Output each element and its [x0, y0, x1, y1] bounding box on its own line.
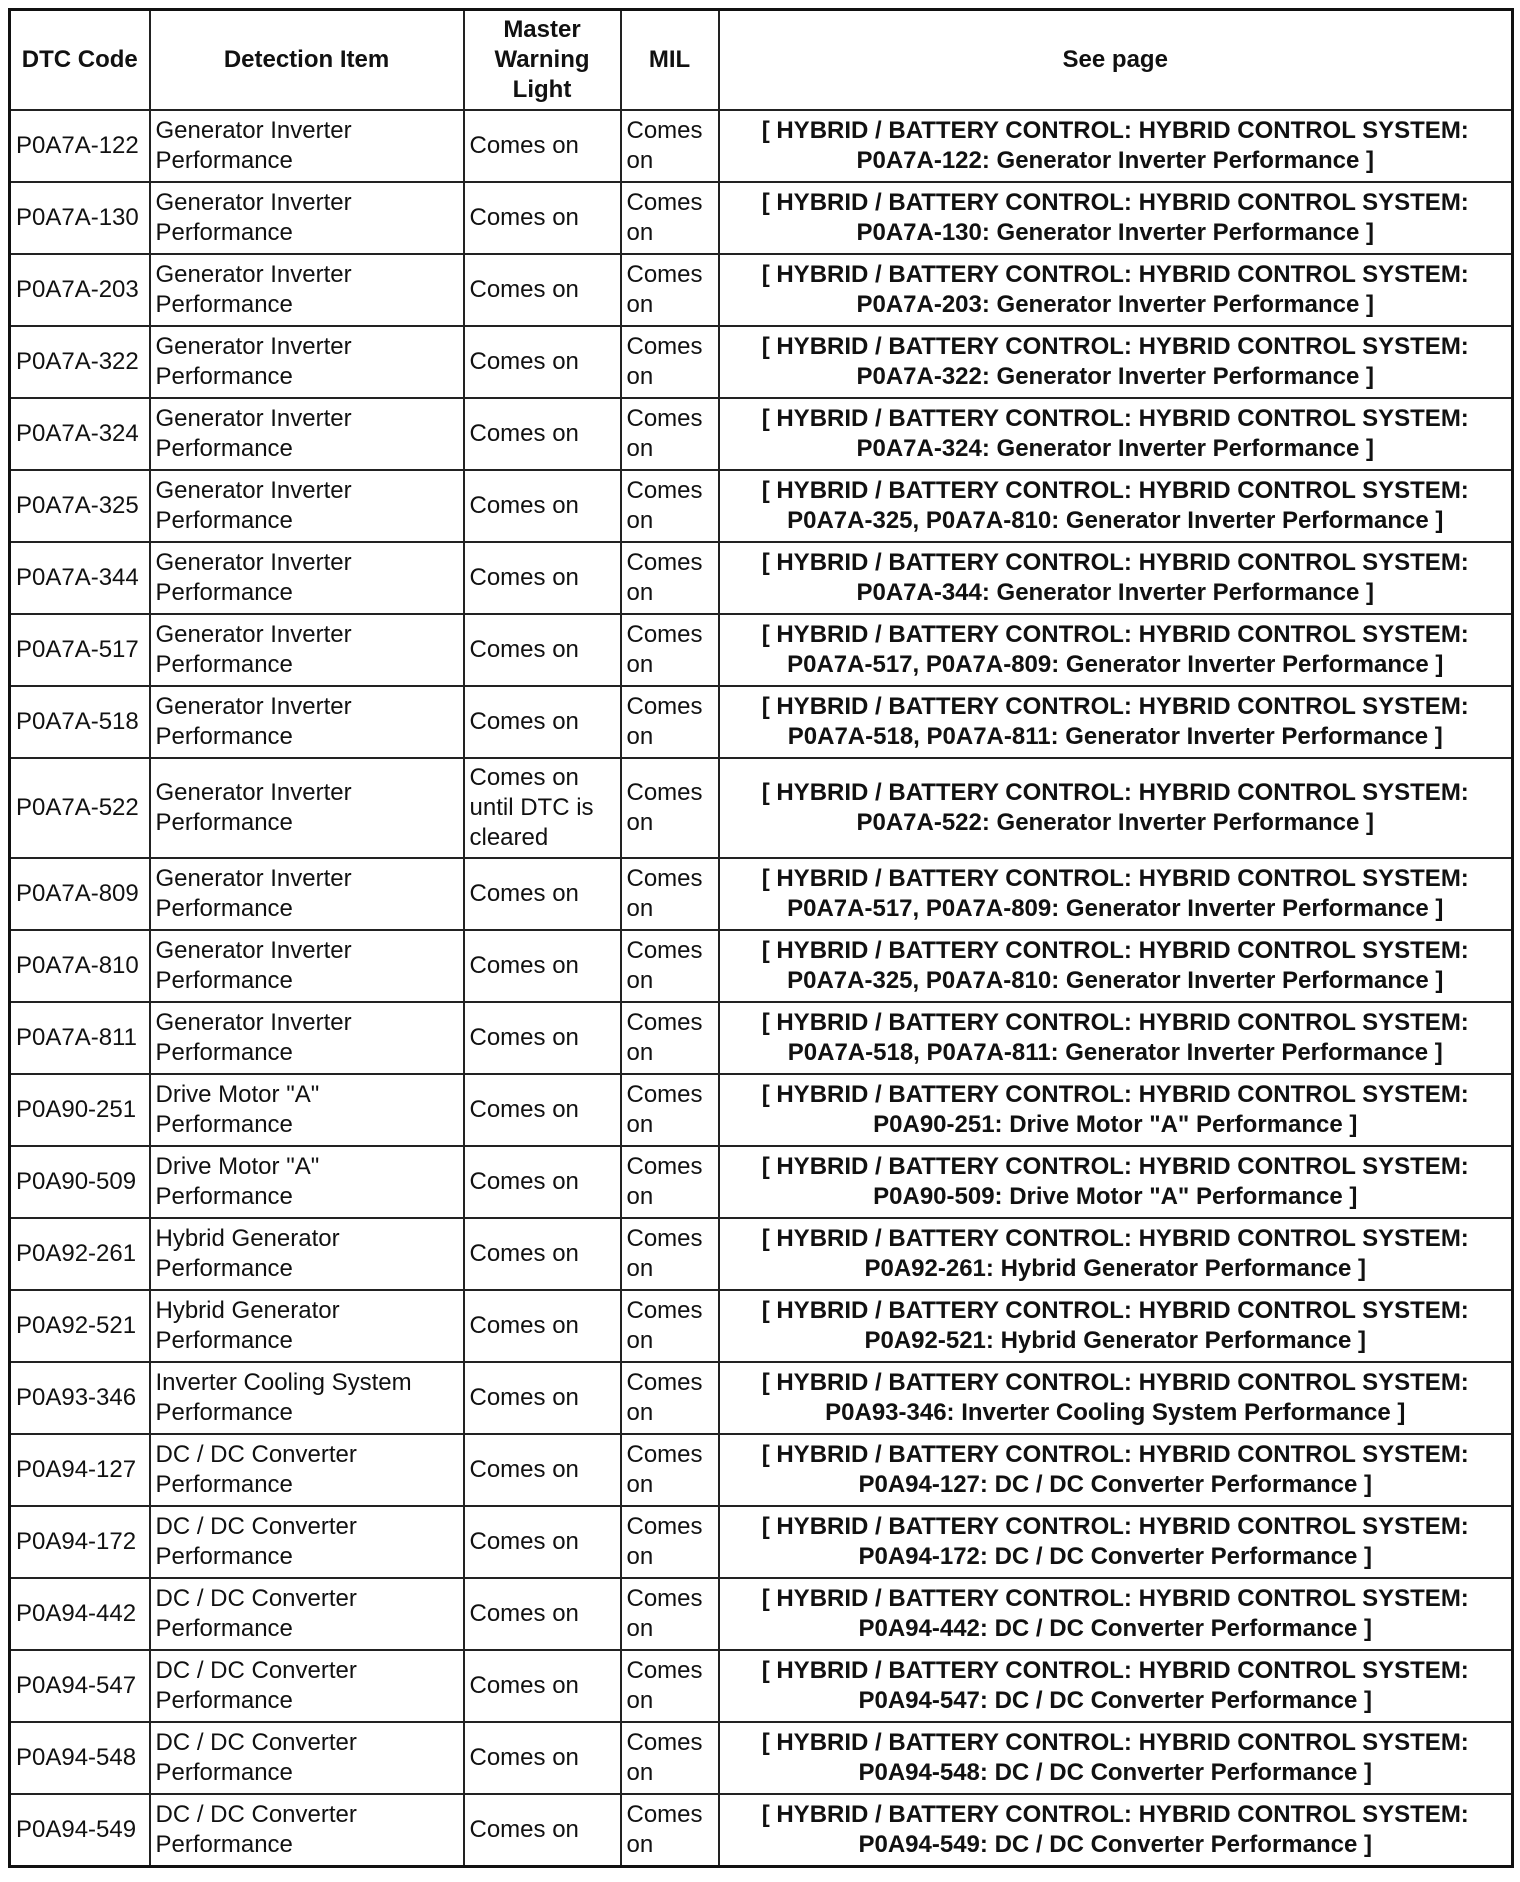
- table-row: [10, 1146, 1513, 1218]
- dtc-code-cell: P0A92-261: [10, 1218, 150, 1290]
- detection-item-cell: Inverter Cooling System Performance: [150, 1362, 464, 1434]
- detection-item-cell: Generator Inverter Performance: [150, 398, 464, 470]
- dtc-code-cell: P0A93-346: [10, 1362, 150, 1434]
- master-warning-light-cell: Comes on: [464, 858, 621, 930]
- detection-item-cell: DC / DC Converter Performance: [150, 1794, 464, 1866]
- detection-item-cell: Generator Inverter Performance: [150, 614, 464, 686]
- table-row: [10, 1794, 1513, 1866]
- master-warning-light-cell: Comes on: [464, 1722, 621, 1794]
- dtc-code-cell: P0A7A-324: [10, 398, 150, 470]
- header-mil: MIL: [621, 10, 719, 111]
- table-row: [10, 470, 1513, 542]
- master-warning-light-cell: Comes on: [464, 1074, 621, 1146]
- master-warning-light-cell: Comes on: [464, 614, 621, 686]
- mil-cell: Comes on: [621, 1002, 719, 1074]
- dtc-code-cell: P0A90-509: [10, 1146, 150, 1218]
- dtc-code-cell: P0A7A-517: [10, 614, 150, 686]
- detection-item-cell: DC / DC Converter Performance: [150, 1434, 464, 1506]
- dtc-code-cell: P0A7A-810: [10, 930, 150, 1002]
- table-row: [10, 1578, 1513, 1650]
- mil-cell: Comes on: [621, 542, 719, 614]
- table-row: [10, 1506, 1513, 1578]
- master-warning-light-cell: Comes on: [464, 1290, 621, 1362]
- detection-item-cell: Hybrid Generator Performance: [150, 1218, 464, 1290]
- dtc-code-cell: P0A7A-518: [10, 686, 150, 758]
- detection-item-cell: Generator Inverter Performance: [150, 542, 464, 614]
- mil-cell: Comes on: [621, 614, 719, 686]
- dtc-code-cell: P0A7A-325: [10, 470, 150, 542]
- see-page-cell: [ HYBRID / BATTERY CONTROL: HYBRID CONTROL SYSTEM: P0A94-172: DC / DC Converter Performance ]: [719, 1506, 1513, 1578]
- see-page-cell: [ HYBRID / BATTERY CONTROL: HYBRID CONTROL SYSTEM: P0A7A-325, P0A7A-810: Generator Inverter Performance ]: [719, 470, 1513, 542]
- table-row: [10, 1218, 1513, 1290]
- dtc-code-cell: P0A94-172: [10, 1506, 150, 1578]
- see-page-cell: [ HYBRID / BATTERY CONTROL: HYBRID CONTROL SYSTEM: P0A94-547: DC / DC Converter Performance ]: [719, 1650, 1513, 1722]
- dtc-code-cell: P0A7A-122: [10, 110, 150, 182]
- mil-cell: Comes on: [621, 1506, 719, 1578]
- detection-item-cell: Generator Inverter Performance: [150, 758, 464, 858]
- detection-item-cell: Generator Inverter Performance: [150, 326, 464, 398]
- mil-cell: Comes on: [621, 1434, 719, 1506]
- mil-cell: Comes on: [621, 254, 719, 326]
- see-page-cell: [ HYBRID / BATTERY CONTROL: HYBRID CONTROL SYSTEM: P0A7A-325, P0A7A-810: Generator Inverter Performance ]: [719, 930, 1513, 1002]
- table-row: [10, 1290, 1513, 1362]
- dtc-code-cell: P0A94-442: [10, 1578, 150, 1650]
- master-warning-light-cell: Comes on: [464, 326, 621, 398]
- mil-cell: Comes on: [621, 1146, 719, 1218]
- master-warning-light-cell: Comes on: [464, 1578, 621, 1650]
- table-row: [10, 930, 1513, 1002]
- mil-cell: Comes on: [621, 1722, 719, 1794]
- see-page-cell: [ HYBRID / BATTERY CONTROL: HYBRID CONTROL SYSTEM: P0A92-521: Hybrid Generator Performance ]: [719, 1290, 1513, 1362]
- detection-item-cell: Generator Inverter Performance: [150, 1002, 464, 1074]
- detection-item-cell: Generator Inverter Performance: [150, 110, 464, 182]
- mil-cell: Comes on: [621, 1578, 719, 1650]
- mil-cell: Comes on: [621, 930, 719, 1002]
- mil-cell: Comes on: [621, 1290, 719, 1362]
- see-page-cell: [ HYBRID / BATTERY CONTROL: HYBRID CONTROL SYSTEM: P0A94-548: DC / DC Converter Performance ]: [719, 1722, 1513, 1794]
- table-body: [10, 110, 1513, 1866]
- detection-item-cell: Hybrid Generator Performance: [150, 1290, 464, 1362]
- master-warning-light-cell: Comes on: [464, 1146, 621, 1218]
- mil-cell: Comes on: [621, 1074, 719, 1146]
- see-page-cell: [ HYBRID / BATTERY CONTROL: HYBRID CONTROL SYSTEM: P0A90-251: Drive Motor "A" Performance ]: [719, 1074, 1513, 1146]
- table-row: [10, 1074, 1513, 1146]
- dtc-code-cell: P0A7A-809: [10, 858, 150, 930]
- master-warning-light-cell: Comes on: [464, 1218, 621, 1290]
- mil-cell: Comes on: [621, 1650, 719, 1722]
- dtc-code-cell: P0A90-251: [10, 1074, 150, 1146]
- see-page-cell: [ HYBRID / BATTERY CONTROL: HYBRID CONTROL SYSTEM: P0A93-346: Inverter Cooling System Performance ]: [719, 1362, 1513, 1434]
- dtc-code-cell: P0A94-549: [10, 1794, 150, 1866]
- see-page-cell: [ HYBRID / BATTERY CONTROL: HYBRID CONTROL SYSTEM: P0A92-261: Hybrid Generator Performance ]: [719, 1218, 1513, 1290]
- master-warning-light-cell: Comes on: [464, 110, 621, 182]
- see-page-cell: [ HYBRID / BATTERY CONTROL: HYBRID CONTROL SYSTEM: P0A7A-522: Generator Inverter Performance ]: [719, 758, 1513, 858]
- mil-cell: Comes on: [621, 110, 719, 182]
- table-row: [10, 254, 1513, 326]
- dtc-code-cell: P0A7A-344: [10, 542, 150, 614]
- see-page-cell: [ HYBRID / BATTERY CONTROL: HYBRID CONTROL SYSTEM: P0A7A-324: Generator Inverter Performance ]: [719, 398, 1513, 470]
- master-warning-light-cell: Comes on: [464, 1434, 621, 1506]
- master-warning-light-cell: Comes on: [464, 1650, 621, 1722]
- dtc-code-cell: P0A94-547: [10, 1650, 150, 1722]
- see-page-cell: [ HYBRID / BATTERY CONTROL: HYBRID CONTROL SYSTEM: P0A7A-203: Generator Inverter Performance ]: [719, 254, 1513, 326]
- master-warning-light-cell: Comes on until DTC is cleared: [464, 758, 621, 858]
- detection-item-cell: DC / DC Converter Performance: [150, 1578, 464, 1650]
- mil-cell: Comes on: [621, 470, 719, 542]
- header-detection-item: Detection Item: [150, 10, 464, 111]
- see-page-cell: [ HYBRID / BATTERY CONTROL: HYBRID CONTROL SYSTEM: P0A7A-517, P0A7A-809: Generator Inverter Performance ]: [719, 614, 1513, 686]
- master-warning-light-cell: Comes on: [464, 542, 621, 614]
- table-row: [10, 1362, 1513, 1434]
- master-warning-light-cell: Comes on: [464, 470, 621, 542]
- master-warning-light-cell: Comes on: [464, 254, 621, 326]
- see-page-cell: [ HYBRID / BATTERY CONTROL: HYBRID CONTROL SYSTEM: P0A94-442: DC / DC Converter Performance ]: [719, 1578, 1513, 1650]
- see-page-cell: [ HYBRID / BATTERY CONTROL: HYBRID CONTROL SYSTEM: P0A7A-322: Generator Inverter Performance ]: [719, 326, 1513, 398]
- mil-cell: Comes on: [621, 686, 719, 758]
- see-page-cell: [ HYBRID / BATTERY CONTROL: HYBRID CONTROL SYSTEM: P0A7A-130: Generator Inverter Performance ]: [719, 182, 1513, 254]
- master-warning-light-cell: Comes on: [464, 1002, 621, 1074]
- master-warning-light-cell: Comes on: [464, 398, 621, 470]
- dtc-code-cell: P0A7A-522: [10, 758, 150, 858]
- detection-item-cell: Generator Inverter Performance: [150, 470, 464, 542]
- table-row: [10, 182, 1513, 254]
- mil-cell: Comes on: [621, 858, 719, 930]
- see-page-cell: [ HYBRID / BATTERY CONTROL: HYBRID CONTROL SYSTEM: P0A7A-518, P0A7A-811: Generator Inverter Performance ]: [719, 1002, 1513, 1074]
- see-page-cell: [ HYBRID / BATTERY CONTROL: HYBRID CONTROL SYSTEM: P0A7A-517, P0A7A-809: Generator Inverter Performance ]: [719, 858, 1513, 930]
- table-row: [10, 542, 1513, 614]
- table-row: [10, 1002, 1513, 1074]
- dtc-code-cell: P0A94-127: [10, 1434, 150, 1506]
- mil-cell: Comes on: [621, 182, 719, 254]
- dtc-table: [8, 8, 1514, 1868]
- table-row: [10, 614, 1513, 686]
- detection-item-cell: Generator Inverter Performance: [150, 686, 464, 758]
- master-warning-light-cell: Comes on: [464, 1506, 621, 1578]
- dtc-code-cell: P0A7A-811: [10, 1002, 150, 1074]
- detection-item-cell: Generator Inverter Performance: [150, 858, 464, 930]
- table-row: [10, 110, 1513, 182]
- dtc-code-cell: P0A94-548: [10, 1722, 150, 1794]
- mil-cell: Comes on: [621, 758, 719, 858]
- detection-item-cell: DC / DC Converter Performance: [150, 1506, 464, 1578]
- master-warning-light-cell: Comes on: [464, 1794, 621, 1866]
- detection-item-cell: Drive Motor "A" Performance: [150, 1146, 464, 1218]
- header-dtc-code: DTC Code: [10, 10, 150, 111]
- detection-item-cell: DC / DC Converter Performance: [150, 1650, 464, 1722]
- mil-cell: Comes on: [621, 326, 719, 398]
- master-warning-light-cell: Comes on: [464, 930, 621, 1002]
- detection-item-cell: Generator Inverter Performance: [150, 254, 464, 326]
- see-page-cell: [ HYBRID / BATTERY CONTROL: HYBRID CONTROL SYSTEM: P0A7A-344: Generator Inverter Performance ]: [719, 542, 1513, 614]
- detection-item-cell: DC / DC Converter Performance: [150, 1722, 464, 1794]
- table-row: [10, 1722, 1513, 1794]
- header-row: [10, 10, 1513, 111]
- mil-cell: Comes on: [621, 398, 719, 470]
- see-page-cell: [ HYBRID / BATTERY CONTROL: HYBRID CONTROL SYSTEM: P0A94-127: DC / DC Converter Performance ]: [719, 1434, 1513, 1506]
- dtc-code-cell: P0A7A-203: [10, 254, 150, 326]
- table-row: [10, 858, 1513, 930]
- mil-cell: Comes on: [621, 1362, 719, 1434]
- master-warning-light-cell: Comes on: [464, 1362, 621, 1434]
- table-row: [10, 758, 1513, 858]
- detection-item-cell: Generator Inverter Performance: [150, 930, 464, 1002]
- detection-item-cell: Drive Motor "A" Performance: [150, 1074, 464, 1146]
- detection-item-cell: Generator Inverter Performance: [150, 182, 464, 254]
- master-warning-light-cell: Comes on: [464, 686, 621, 758]
- table-row: [10, 686, 1513, 758]
- see-page-cell: [ HYBRID / BATTERY CONTROL: HYBRID CONTROL SYSTEM: P0A90-509: Drive Motor "A" Performance ]: [719, 1146, 1513, 1218]
- master-warning-light-cell: Comes on: [464, 182, 621, 254]
- mil-cell: Comes on: [621, 1218, 719, 1290]
- table-row: [10, 398, 1513, 470]
- mil-cell: Comes on: [621, 1794, 719, 1866]
- table-row: [10, 326, 1513, 398]
- table-header: [10, 10, 1513, 111]
- table-row: [10, 1650, 1513, 1722]
- dtc-code-cell: P0A92-521: [10, 1290, 150, 1362]
- dtc-code-cell: P0A7A-130: [10, 182, 150, 254]
- header-master-warning-light: Master Warning Light: [464, 10, 621, 111]
- see-page-cell: [ HYBRID / BATTERY CONTROL: HYBRID CONTROL SYSTEM: P0A94-549: DC / DC Converter Performance ]: [719, 1794, 1513, 1866]
- header-see-page: See page: [719, 10, 1513, 111]
- see-page-cell: [ HYBRID / BATTERY CONTROL: HYBRID CONTROL SYSTEM: P0A7A-122: Generator Inverter Performance ]: [719, 110, 1513, 182]
- see-page-cell: [ HYBRID / BATTERY CONTROL: HYBRID CONTROL SYSTEM: P0A7A-518, P0A7A-811: Generator Inverter Performance ]: [719, 686, 1513, 758]
- dtc-code-cell: P0A7A-322: [10, 326, 150, 398]
- table-row: [10, 1434, 1513, 1506]
